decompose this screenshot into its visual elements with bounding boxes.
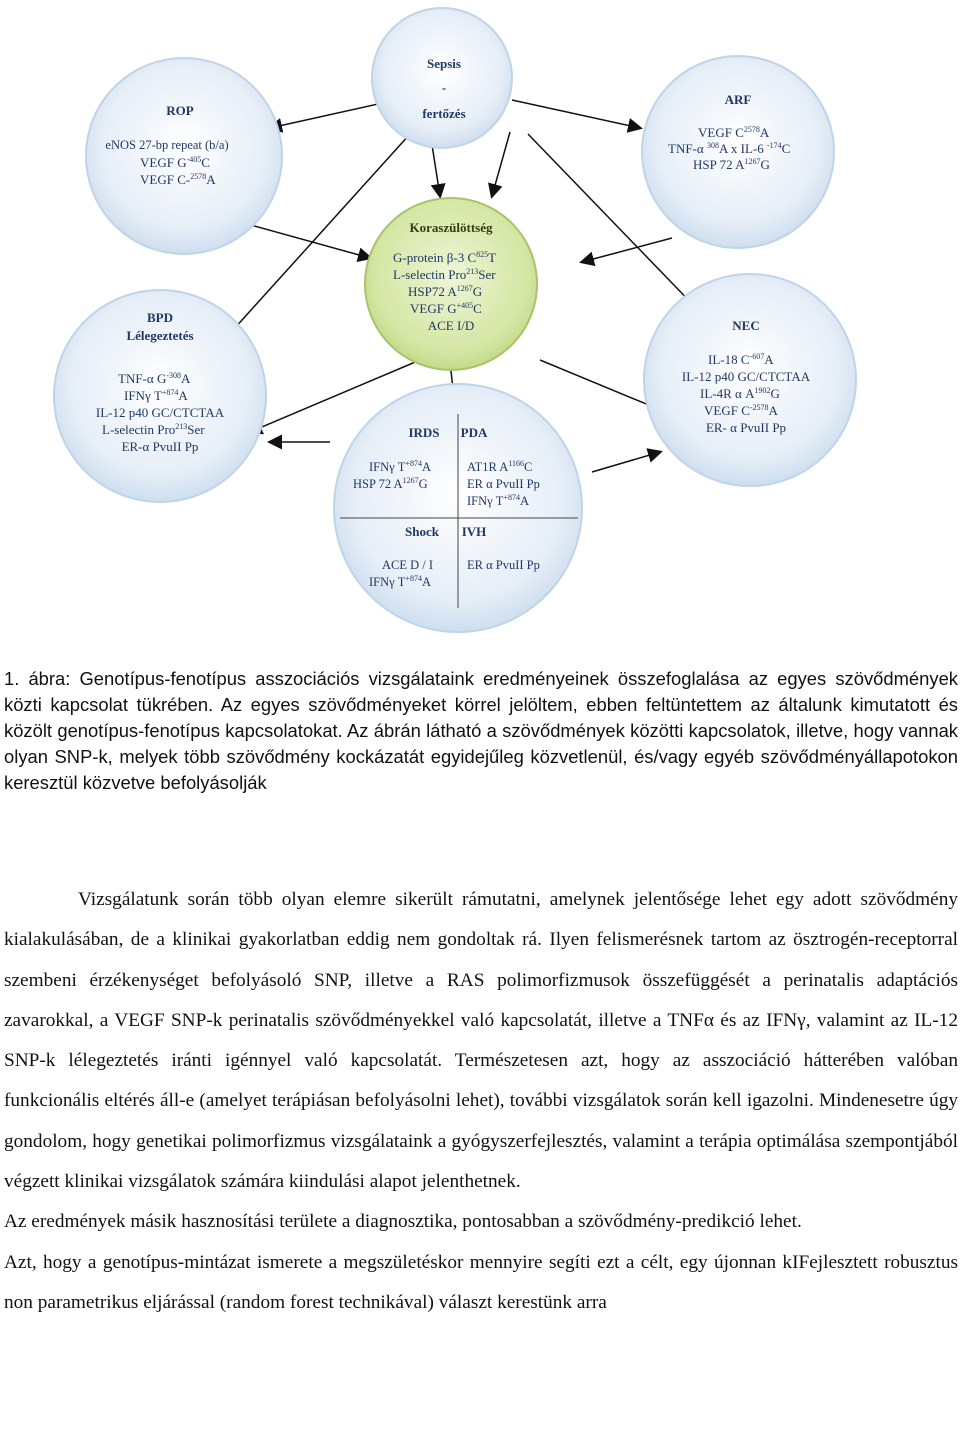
figure-caption: 1. ábra: Genotípus-fenotípus asszociációs vizsgálataink eredményeinek összefoglalása az egyes szövődmények közti kapcsolat tükrében. Az egyes szövődményeket körrel jelöltem, ebben feltüntettem az általunk kimutatott és közölt genotípus-fenotípus kapcsolatokat. Az ábrán látható a szövődmények közötti kapcsolatok, illetve, hogy vannak olyan SNP-k, melyek több szövődmény kockázatát egyidejűleg közvetlenül, és/vagy egyéb szövődményállapotokon keresztül közvetve befolyásolják xyxy=(4,668,958,793)
shock-item-2: IFNγ $T^{+874}A$ xyxy=(369,574,431,589)
bpd-item-5: ER-α PvuII Pp xyxy=(121,439,199,454)
shock-title: Shock xyxy=(405,524,439,539)
arf-item-3: HSP 72 $A^{1267}G$ xyxy=(693,157,770,172)
pda-item-2: ER α PvuII Pp xyxy=(467,477,540,491)
body-text xyxy=(4,880,958,1323)
arf-item-2: TNF-α $^{308}$A x IL-6 $^{-174}$C xyxy=(668,141,791,156)
rop-node xyxy=(86,58,282,254)
arf-node xyxy=(642,56,834,248)
ivh-item-1: ER α PvuII Pp xyxy=(467,558,540,572)
nec-item-2: IL-12 p40 GC/CTCTAA xyxy=(681,369,811,384)
bpd-title: BPD xyxy=(147,310,173,325)
center-title: Koraszülöttség xyxy=(409,220,493,235)
bpd-node xyxy=(54,290,266,502)
preterm-birth-node xyxy=(365,198,537,370)
nec-title: NEC xyxy=(732,318,760,333)
irds-pda-shock-ivh-node xyxy=(334,384,582,632)
paragraph-1: Vizsgálatunk során több olyan elemre sikerült rámutatni, amelynek jelentősége lehet egy adott szövődmény kialakulásában, de a klinikai gyakorlatban eddig nem gondoltak rá. Ilyen felismerésnek tartom az ösztrogén-receptorral szembeni érzékenységet befolyásoló SNP, illetve a RAS polimorfizmusok összefüggését a perinatalis adaptációs zavarokkal, a VEGF SNP-k perinatalis szövődményekkel való kapcsolatát, illetve a TNFα és az IFNγ, valamint az IL-12 SNP-k lélegeztetés iránti igénnyel való kapcsolatát. Természetesen azt, hogy az asszociáció hátterében valóban funkcionális eltérés áll-e (amelyet terápiásan befolyásolni lehet), további vizsgálatok során kell igazolni. Mindenesetre úgy gondolom, hogy genetikai polimorfizmus vizsgálataink a gyógyszerfejlesztés, valamint a terápia optimálása szempontjából végzett klinikai vizsgálatok számára kiindulási alapot jelenthetnek. xyxy=(4,889,958,1193)
paragraph-3: Azt, hogy a genotípus-mintázat ismerete a megszületéskor mennyire segíti ezt a célt, egy újonnan kIFejlesztett robusztus non parametrikus eljárással (random forest technikával) választ kerestünk arra xyxy=(4,1251,958,1313)
rop-item-3: VEGF C-$^{2578}$A xyxy=(140,172,216,187)
nec-item-1: IL-18 $C^{-607}A$ xyxy=(708,352,774,367)
irds-title: IRDS xyxy=(408,425,440,440)
pda-title: PDA xyxy=(460,425,488,440)
pda-item-1: AT1R $A^{1166}C$ xyxy=(467,459,533,474)
center-item-4: VEGF $G^{+405}C$ xyxy=(410,301,482,316)
center-item-2: L-selectin Pro$^{213}$Ser xyxy=(393,267,496,282)
center-item-5: ACE I/D xyxy=(427,318,475,333)
genotype-phenotype-diagram xyxy=(0,0,960,640)
irds-item-1: IFNγ $T^{+874}A$ xyxy=(369,459,431,474)
ivh-title: IVH xyxy=(461,524,487,539)
arf-title: ARF xyxy=(724,92,752,107)
bpd-subtitle: Lélegeztetés xyxy=(126,328,194,343)
pda-item-3: IFNγ $T^{+874}A$ xyxy=(467,493,529,508)
nec-item-5: ER- α PvuII Pp xyxy=(705,420,787,435)
sepsis-dash: - xyxy=(441,80,447,95)
bpd-item-4: L-selectin Pro$^{213}$Ser xyxy=(102,422,205,437)
bpd-item-3: IL-12 p40 GC/CTCTAA xyxy=(95,405,225,420)
rop-title: ROP xyxy=(166,103,194,118)
shock-item-1: ACE D / I xyxy=(382,558,434,572)
nec-node xyxy=(644,274,856,486)
rop-item-2: VEGF $G^{-405}C$ xyxy=(140,155,210,170)
sepsis-title: Sepsis xyxy=(427,56,461,71)
sepsis-node xyxy=(372,8,512,148)
center-item-3: HSP72 $A^{1267}G$ xyxy=(408,284,483,299)
rop-item-1: eNOS 27-bp repeat (b/a) xyxy=(105,138,229,152)
center-item-1: G-protein β-3 $C^{825}T$ xyxy=(393,250,497,265)
sepsis-subtitle: fertőzés xyxy=(422,106,466,121)
nec-item-3: IL-4R α $A^{1902}G$ xyxy=(700,386,780,401)
bpd-item-1: TNF-α $G^{-308}A$ xyxy=(118,371,191,386)
bpd-item-2: IFNγ $T^{+874}A$ xyxy=(124,388,188,403)
arf-item-1: VEGF $C^{2578}A$ xyxy=(698,125,770,140)
nec-item-4: VEGF $C^{-2578}A$ xyxy=(704,403,778,418)
irds-item-2: HSP 72 $A^{1267}G$ xyxy=(353,476,428,491)
paragraph-2: Az eredmények másik hasznosítási területe a diagnosztika, pontosabban a szövődmény-predikció lehet. xyxy=(4,1211,802,1233)
